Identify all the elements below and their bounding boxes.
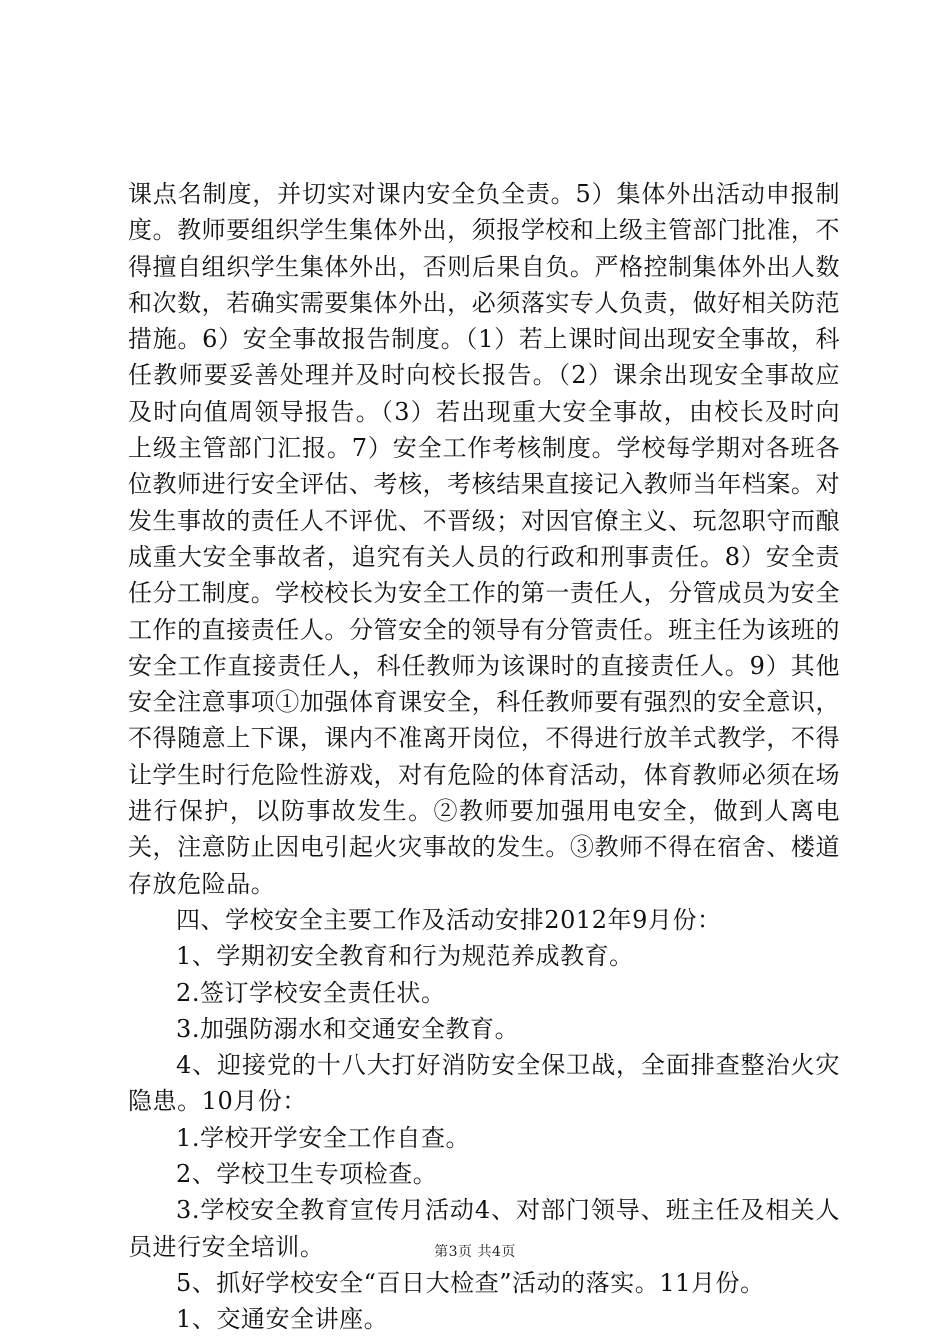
paragraph-oct-item-3: 3.学校安全教育宣传月活动4、对部门领导、班主任及相关人员进行安全培训。 (128, 1196, 840, 1261)
paragraph-section-four-heading: 四、学校安全主要工作及活动安排2012年9月份： (176, 905, 722, 934)
paragraph-oct-item-2: 2、学校卫生专项检查。 (176, 1160, 438, 1189)
paragraph-sept-item-1: 1、学期初安全教育和行为规范养成教育。 (176, 942, 634, 971)
paragraph-sept-item-3: 3.加强防溺水和交通安全教育。 (176, 1014, 520, 1043)
paragraph-safety-rules: 课点名制度，并切实对课内安全负全责。5）集体外出活动申报制度。教师要组织学生集体外出，须报学校和上级主管部门批准，不得擅自组织学生集体外出，否则后果自负。严格控制集体外出人数和次数，若确实需要集体外出，必须落实专人负责，做好相关防范措施。6）安全事故报告制度。（1）若上课时间出现安全事故，科任教师要妥善处理并及时向校长报告。（2）课余出现安全事故应及时向值周领导报告。（3）若出现重大安全事故，由校长及时向上级主管部门汇报。7）安全工作考核制度。学校每学期对各班各位教师进行安全评估、考核，考核结果直接记入教师当年档案。对发生事故的责任人不评优、不晋级；对因官僚主义、玩忽职守而酿成重大安全事故者，追究有关人员的行政和刑事责任。8）安全责任分工制度。学校校长为安全工作的第一责任人，分管成员为安全工作的直接责任人。分管安全的领导有分管责任。班主任为该班的安全工作直接责任人，科任教师为该课时的直接责任人。9）其他安全注意事项①加强体育课安全，科任教师要有强烈的安全意识，不得随意上下课，课内不准离开岗位，不得进行放羊式教学，不得让学生时行危险性游戏，对有危险的体育活动，体育教师必须在场进行保护，以防事故发生。②教师要加强用电安全，做到人离电关，注意防止因电引起火灾事故的发生。③教师不得在宿舍、楼道存放危险品。 (128, 180, 840, 898)
paragraph-sept-item-2: 2.签订学校安全责任状。 (176, 978, 446, 1007)
paragraph-oct-item-5: 5、抓好学校安全“百日大检查”活动的落实。11月份。 (176, 1268, 765, 1297)
paragraph-sept-item-4: 4、迎接党的十八大打好消防安全保卫战，全面排查整治火灾隐患。10月份： (128, 1051, 840, 1116)
document-body (128, 176, 840, 1338)
paragraph-oct-item-1: 1.学校开学安全工作自查。 (176, 1123, 471, 1152)
page-footer: 第3页 共4页 (434, 1244, 516, 1260)
paragraph-nov-item-1: 1、交通安全讲座。 (176, 1305, 389, 1334)
